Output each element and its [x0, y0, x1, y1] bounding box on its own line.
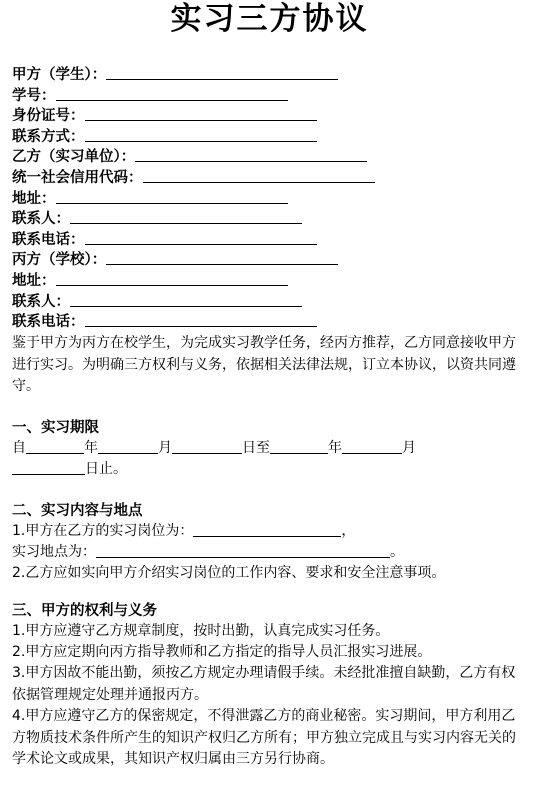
field-label: 联系电话： — [12, 230, 85, 248]
section-3-item-3: 3.甲方因故不能出勤，须按乙方规定办理请假手续。未经批准擅自缺勤，乙方有权依据管理规定处理并通报丙方。 — [12, 665, 516, 703]
section-2-place — [12, 542, 532, 563]
section-3-item-2: 2.甲方应定期向丙方指导教师和乙方指定的指导人员汇报实习进展。 — [12, 644, 432, 660]
field-party-c-school — [12, 250, 532, 271]
party-info-fields — [12, 65, 532, 333]
text-month-2: 月 — [402, 440, 416, 456]
field-label: 地址： — [12, 189, 56, 207]
field-party-b-address — [12, 189, 532, 210]
item-text: 实习地点为： — [12, 544, 96, 560]
field-id-card — [12, 106, 532, 127]
field-contact — [12, 127, 532, 148]
blank-end-day — [12, 460, 85, 475]
field-label: 联系人： — [12, 210, 70, 228]
fill-line — [56, 86, 288, 101]
section-3-item-1: 1.甲方应遵守乙方规章制度，按时出勤，认真完成实习任务。 — [12, 623, 390, 639]
fill-line — [56, 271, 288, 286]
fill-line — [106, 250, 338, 265]
text-from: 自 — [12, 440, 26, 456]
item-text: 1.甲方在乙方的实习岗位为： — [12, 523, 194, 539]
fill-line — [85, 230, 317, 245]
section-3-heading: 三、甲方的权利与义务 — [12, 603, 157, 619]
section-2-item-2: 2.乙方应如实向甲方介绍实习岗位的工作内容、要求和安全注意事项。 — [12, 565, 446, 581]
blank-end-year — [270, 439, 328, 454]
fill-line — [56, 189, 288, 204]
fill-line — [85, 106, 317, 121]
text-day-to: 日至 — [242, 440, 270, 456]
text-year-2: 年 — [328, 440, 342, 456]
field-party-c-contact-person — [12, 292, 532, 313]
section-1-heading: 一、实习期限 — [12, 420, 99, 436]
field-party-c-address — [12, 271, 532, 292]
field-label: 丙方（学校）： — [12, 251, 107, 269]
field-party-b-phone — [12, 230, 532, 251]
fill-line — [85, 127, 317, 142]
text-year: 年 — [84, 440, 98, 456]
term-line-1 — [12, 438, 532, 459]
intro-paragraph: 鉴于甲方为丙方在校学生，为完成实习教学任务，经丙方推荐，乙方同意接收甲方进行实习。为明确三方权利与义务，依据相关法律法规，订立本协议，以资共同遵守。 — [12, 335, 516, 394]
field-label: 甲方（学生）： — [12, 66, 107, 83]
fill-line — [70, 209, 302, 224]
field-credit-code — [12, 168, 532, 189]
field-label: 乙方（实习单位）： — [12, 148, 136, 166]
text-day-end: 日止。 — [85, 461, 127, 477]
field-party-b-contact-person — [12, 209, 532, 230]
field-party-b-company — [12, 147, 532, 168]
field-label: 统一社会信用代码： — [12, 168, 143, 186]
field-party-c-phone — [12, 312, 532, 333]
item-punct: ， — [341, 523, 356, 539]
field-label: 联系人： — [12, 292, 70, 310]
field-label: 学号： — [12, 86, 56, 104]
field-label: 身份证号： — [12, 107, 85, 125]
section-2-item-1 — [12, 521, 532, 542]
fill-line — [70, 292, 302, 307]
blank-start-day — [172, 439, 242, 454]
field-label: 联系电话： — [12, 313, 85, 331]
blank-start-year — [26, 439, 84, 454]
field-party-a-student — [12, 65, 532, 86]
item-punct: 。 — [390, 544, 404, 560]
text-month: 月 — [158, 440, 172, 456]
blank-start-month — [98, 439, 158, 454]
fill-line — [143, 168, 375, 183]
field-student-id — [12, 86, 532, 107]
field-label: 地址： — [12, 271, 56, 289]
fill-line — [85, 312, 317, 327]
term-line-2 — [12, 459, 532, 480]
section-3-item-4: 4.甲方应遵守乙方的保密规定，不得泄露乙方的商业秘密。实习期间，甲方利用乙方物质技术条件所产生的知识产权归乙方所有；甲方独立完成且与实习内容无关的学术论文或成果，其知识产权归属由三方另行协商。 — [12, 708, 516, 767]
field-label: 联系方式： — [12, 127, 85, 145]
fill-line — [135, 147, 367, 162]
fill-line — [106, 65, 338, 80]
page-title: 实习三方协议 — [170, 1, 369, 37]
blank-end-month — [342, 439, 402, 454]
section-2-heading: 二、实习内容与地点 — [12, 503, 143, 519]
blank-place — [96, 543, 390, 558]
blank-position — [193, 522, 341, 537]
